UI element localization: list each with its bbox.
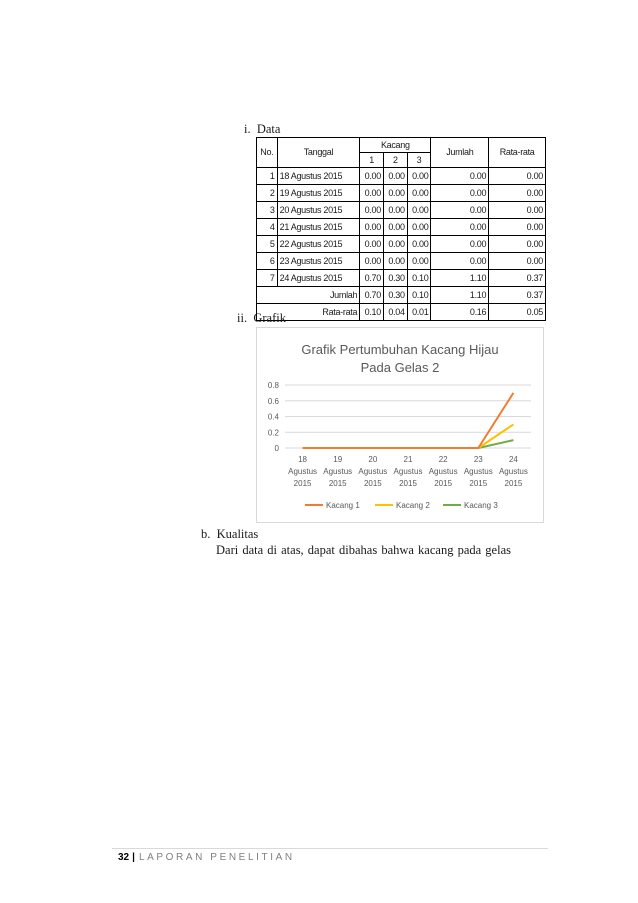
header-kacang: Kacang	[360, 138, 431, 153]
y-tick-label: 0	[274, 444, 279, 453]
cell-k2: 0.00	[383, 202, 407, 219]
cell-rata: 0.00	[489, 253, 546, 270]
x-tick-label: Agustus	[463, 467, 493, 476]
cell-tanggal: 22 Agustus 2015	[277, 236, 360, 253]
x-tick-label: 2015	[328, 479, 347, 488]
cell-tanggal: 20 Agustus 2015	[277, 202, 360, 219]
cell-k1: 0.00	[360, 219, 384, 236]
footer-title: LAPORAN PENELITIAN	[138, 852, 295, 863]
cell-k2: 0.00	[383, 236, 407, 253]
section-b-heading	[201, 527, 258, 542]
x-tick-label: Agustus	[428, 467, 458, 476]
cell-rata: 0.00	[489, 202, 546, 219]
cell-k1: 0.00	[360, 185, 384, 202]
cell-no: 4	[257, 219, 278, 236]
cell-tanggal: 23 Agustus 2015	[277, 253, 360, 270]
cell-k2: 0.30	[383, 270, 407, 287]
page-footer	[118, 852, 295, 863]
cell-no: 3	[257, 202, 278, 219]
x-tick-label: 20	[368, 455, 378, 464]
y-tick-label: 0.2	[267, 428, 279, 438]
summary-rata: 0.05	[489, 304, 546, 321]
cell-k2: 0.00	[383, 185, 407, 202]
header-no: No.	[257, 138, 278, 168]
cell-rata: 0.37	[489, 270, 546, 287]
x-tick-label: 24	[508, 455, 518, 464]
header-k3: 3	[407, 153, 431, 168]
cell-rata: 0.00	[489, 168, 546, 185]
y-tick-label: 0.4	[267, 412, 279, 422]
table-row	[257, 253, 546, 270]
header-tanggal: Tanggal	[277, 138, 360, 168]
table-row	[257, 270, 546, 287]
chart-title-line: Pada Gelas 2	[360, 360, 440, 375]
x-tick-label: 19	[333, 455, 343, 464]
x-tick-label: 21	[403, 455, 413, 464]
page-number: 32	[118, 852, 130, 863]
cell-k2: 0.00	[383, 219, 407, 236]
cell-jumlah: 0.00	[431, 202, 489, 219]
table-row	[257, 168, 546, 185]
cell-k1: 0.00	[360, 168, 384, 185]
cell-no: 1	[257, 168, 278, 185]
cell-tanggal: 24 Agustus 2015	[277, 270, 360, 287]
footer-divider	[112, 848, 548, 849]
summary-jumlah: 0.16	[431, 304, 489, 321]
cell-k2: 0.00	[383, 168, 407, 185]
table-row	[257, 219, 546, 236]
y-tick-label: 0.8	[267, 381, 279, 390]
body-paragraph: Dari data di atas, dapat dibahas bahwa kacang pada gelas	[216, 543, 511, 557]
cell-tanggal: 19 Agustus 2015	[277, 185, 360, 202]
cell-k1: 0.70	[360, 270, 384, 287]
x-tick-label: 2015	[399, 479, 417, 488]
x-tick-label: Agustus	[393, 467, 423, 476]
summary-jumlah: 1.10	[431, 287, 489, 304]
cell-jumlah: 0.00	[431, 236, 489, 253]
cell-k3: 0.00	[407, 253, 431, 270]
x-tick-label: 22	[438, 455, 448, 464]
cell-jumlah: 0.00	[431, 253, 489, 270]
data-table	[256, 137, 546, 321]
x-tick-label: Agustus	[288, 467, 318, 476]
cell-no: 6	[257, 253, 278, 270]
header-k2: 2	[383, 153, 407, 168]
summary-rata: 0.37	[489, 287, 546, 304]
summary-k3: 0.01	[407, 304, 431, 321]
x-tick-label: 2015	[363, 479, 382, 488]
header-jumlah: Jumlah	[431, 138, 489, 168]
section-ii-marker: ii.	[237, 311, 248, 325]
section-i-heading	[244, 122, 280, 137]
x-tick-label: 2015	[469, 479, 488, 488]
line-chart	[256, 327, 544, 523]
section-ii-title: Grafik	[253, 311, 286, 325]
cell-jumlah: 1.10	[431, 270, 489, 287]
section-i-title: Data	[256, 122, 281, 136]
y-tick-label: 0.6	[267, 396, 279, 406]
x-tick-label: Agustus	[498, 467, 528, 476]
cell-no: 5	[257, 236, 278, 253]
header-k1: 1	[360, 153, 384, 168]
cell-k3: 0.10	[407, 270, 431, 287]
header-rata-rata: Rata-rata	[489, 138, 546, 168]
x-tick-label: Agustus	[358, 467, 388, 476]
section-ii-heading	[237, 311, 286, 326]
cell-jumlah: 0.00	[431, 168, 489, 185]
cell-k3: 0.00	[407, 185, 431, 202]
summary-row-jumlah	[257, 287, 546, 304]
cell-k1: 0.00	[360, 202, 384, 219]
cell-k3: 0.00	[407, 202, 431, 219]
table-row	[257, 236, 546, 253]
cell-rata: 0.00	[489, 185, 546, 202]
series-line	[303, 424, 514, 448]
summary-label: Jumlah	[257, 287, 360, 304]
cell-k3: 0.00	[407, 168, 431, 185]
x-tick-label: 23	[473, 455, 483, 464]
legend-label: Kacang 3	[464, 501, 498, 510]
cell-k2: 0.00	[383, 253, 407, 270]
summary-k3: 0.10	[407, 287, 431, 304]
cell-tanggal: 21 Agustus 2015	[277, 219, 360, 236]
table-row	[257, 202, 546, 219]
table-row	[257, 185, 546, 202]
x-tick-label: 2015	[434, 479, 453, 488]
summary-k2: 0.04	[383, 304, 407, 321]
summary-k1: 0.70	[360, 287, 384, 304]
cell-k3: 0.00	[407, 236, 431, 253]
cell-rata: 0.00	[489, 219, 546, 236]
legend-label: Kacang 2	[396, 501, 430, 510]
x-tick-label: 2015	[504, 479, 523, 488]
chart-title-line: Grafik Pertumbuhan Kacang Hijau	[301, 342, 499, 357]
cell-jumlah: 0.00	[431, 219, 489, 236]
legend-label: Kacang 1	[326, 501, 360, 510]
summary-label: Rata-rata	[257, 304, 360, 321]
footer-separator: |	[132, 852, 135, 863]
cell-no: 7	[257, 270, 278, 287]
cell-k3: 0.00	[407, 219, 431, 236]
section-b-marker: b.	[201, 527, 211, 541]
summary-k1: 0.10	[360, 304, 384, 321]
cell-rata: 0.00	[489, 236, 546, 253]
summary-row-rata	[257, 304, 546, 321]
summary-k2: 0.30	[383, 287, 407, 304]
cell-no: 2	[257, 185, 278, 202]
x-tick-label: Agustus	[323, 467, 353, 476]
section-i-marker: i.	[244, 122, 251, 136]
cell-k1: 0.00	[360, 236, 384, 253]
cell-k1: 0.00	[360, 253, 384, 270]
table-header-row	[257, 138, 546, 153]
chart-canvas	[257, 328, 543, 522]
section-b-title: Kualitas	[216, 527, 259, 541]
x-tick-label: 2015	[293, 479, 312, 488]
cell-jumlah: 0.00	[431, 185, 489, 202]
cell-tanggal: 18 Agustus 2015	[277, 168, 360, 185]
x-tick-label: 18	[298, 455, 308, 464]
